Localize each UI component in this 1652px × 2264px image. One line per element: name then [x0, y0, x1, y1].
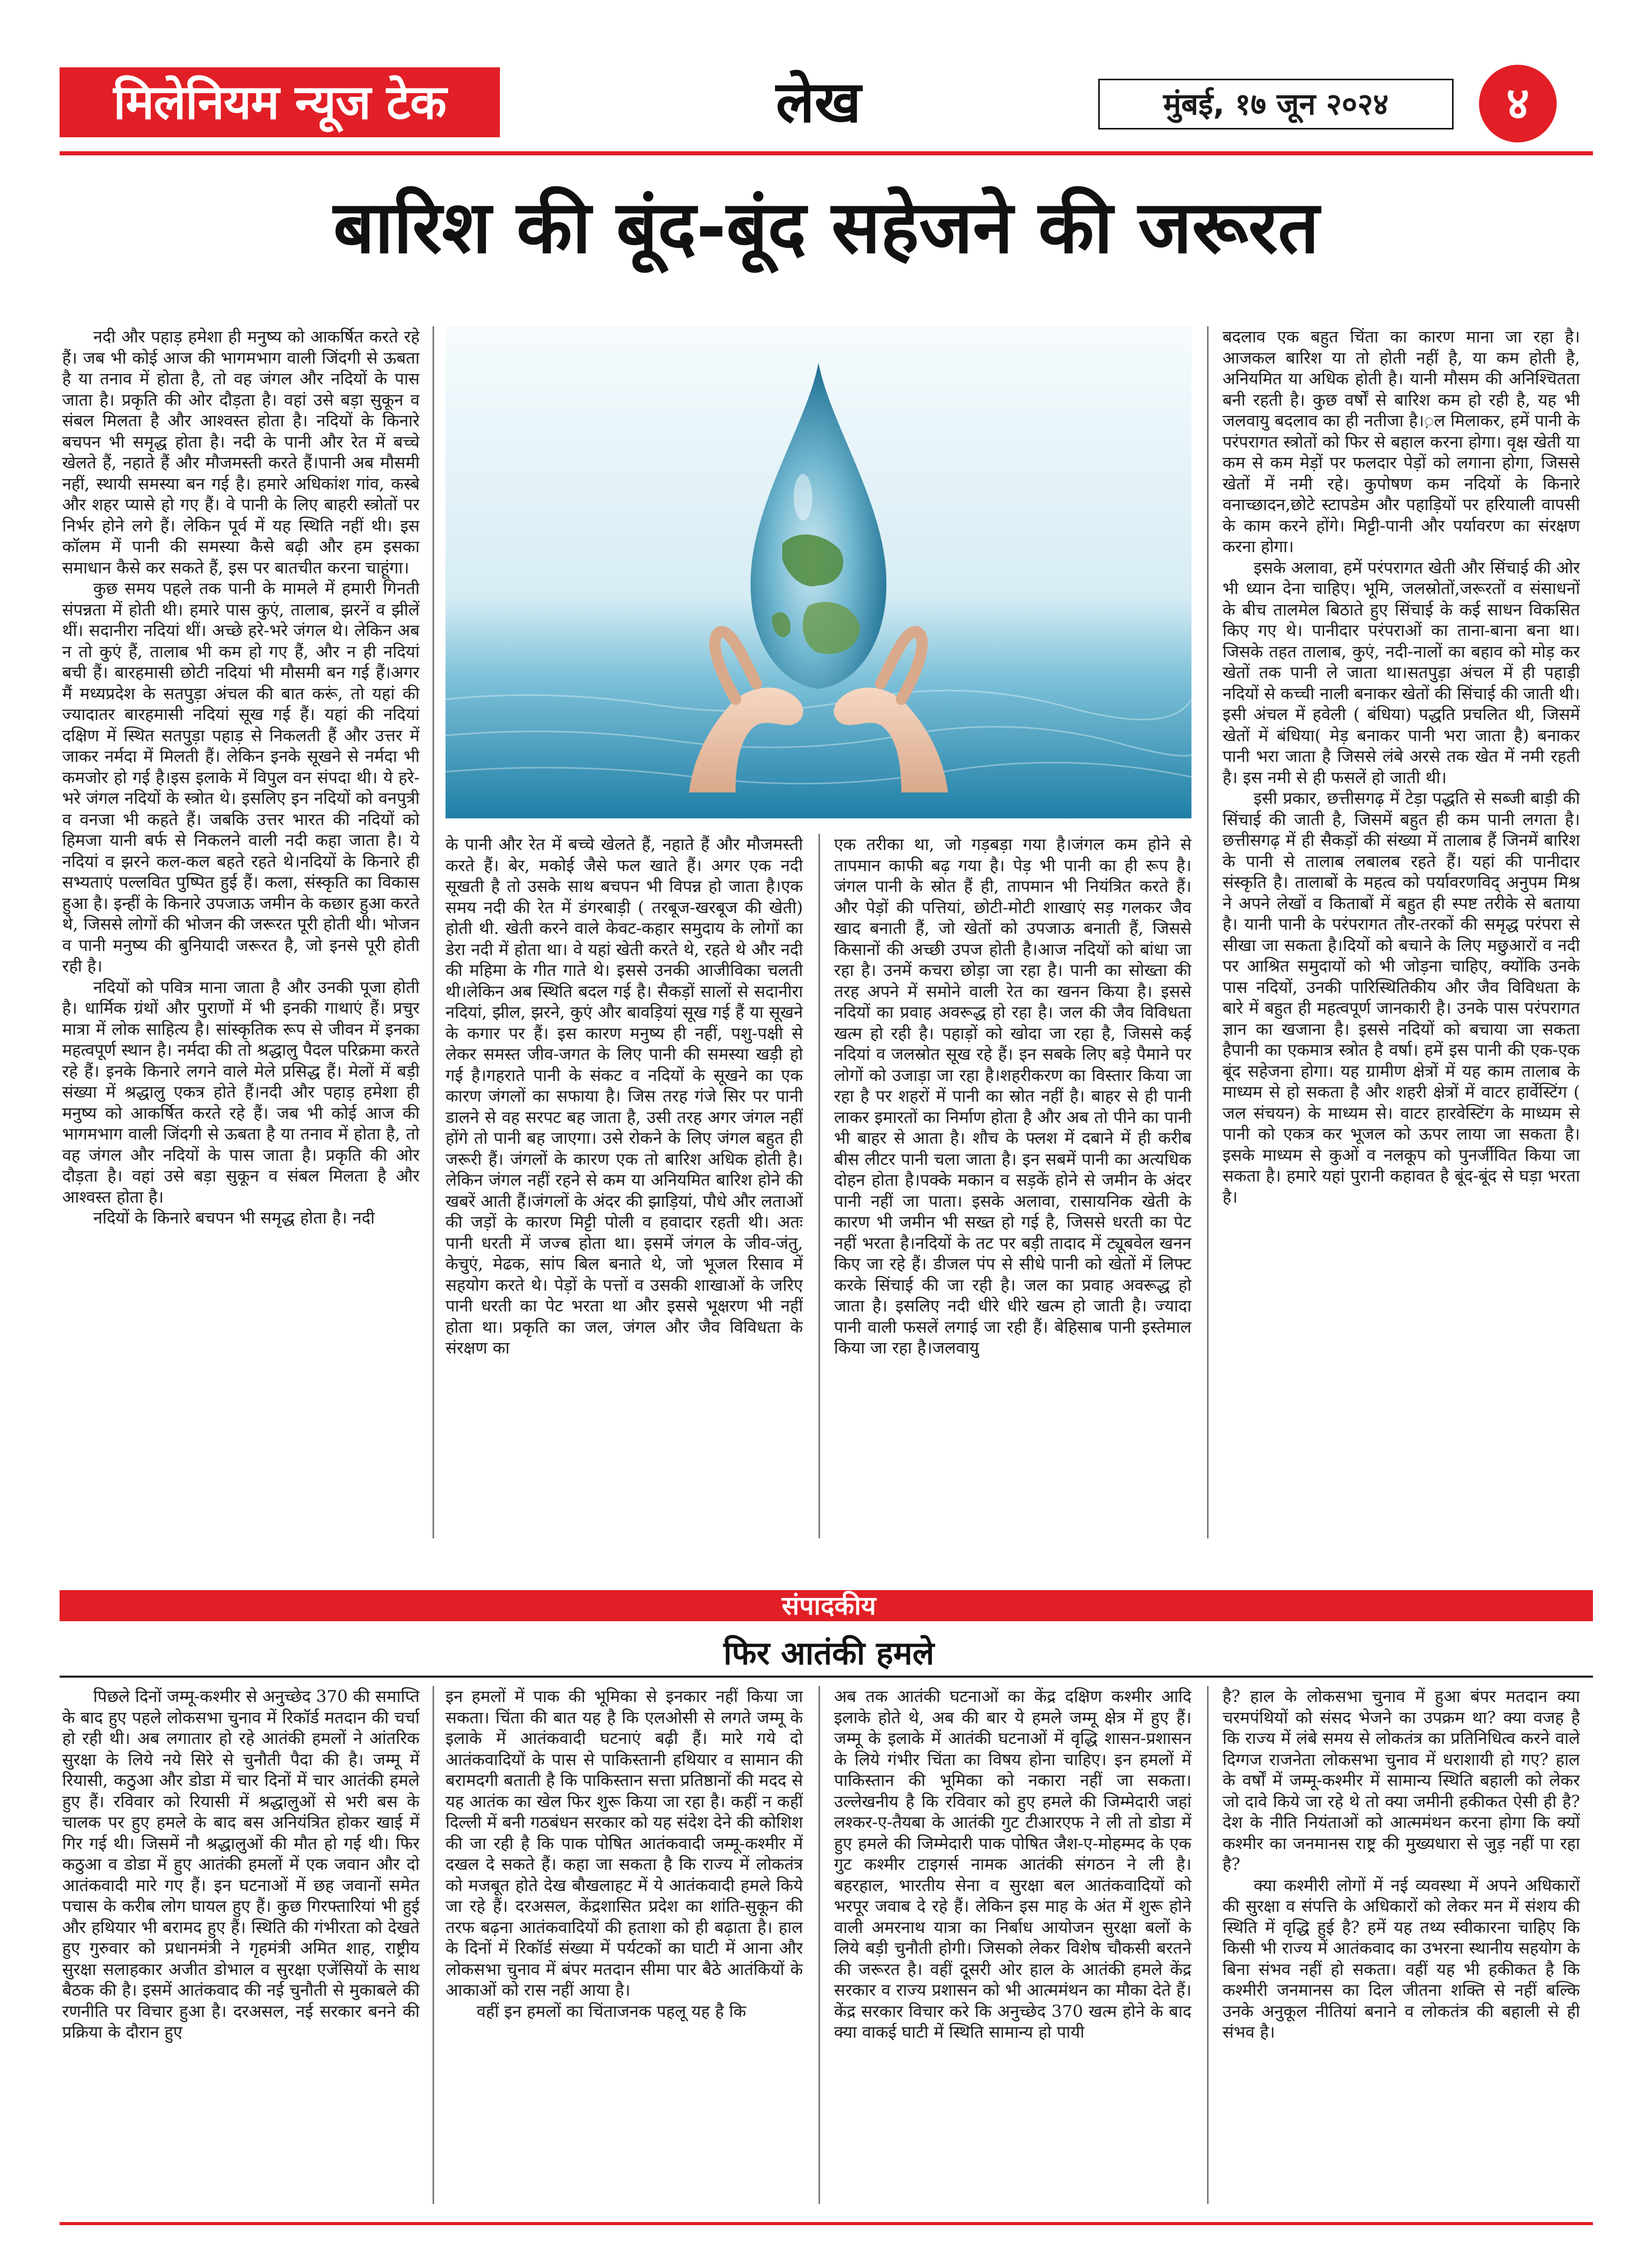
masthead-rule [60, 151, 1593, 155]
editorial-column-2 [446, 1686, 803, 2204]
column-divider [1207, 1686, 1209, 2204]
article-column-4 [1223, 326, 1580, 1538]
article-column-2 [446, 834, 803, 1538]
column-divider [433, 1686, 434, 2204]
column-divider [433, 326, 434, 1538]
article-paragraph: नदियों को पवित्र माना जाता है और उनकी पूजा होती है। धार्मिक ग्रंथों और पुराणों में भी इनकी गाथाएं हैं। प्रचुर मात्रा में लोक साहित्य है। सांस्कृतिक रूप से जीवन में इनका महत्वपूर्ण स्थान है। नर्मदा की तो श्रद्धालु पैदल परिक्रमा करते रहे हैं। इनके किनारे लगने वाले मेले प्रसिद्ध हैं। मेलों में बड़ी संख्या में श्रद्धालु एकत्र होते हैं।नदी और पहाड़ हमेशा ही मनुष्य को आकर्षित करते रहे हैं। जब भी कोई आज की भागमभाग वाली जिंदगी से ऊबता है या तनाव में होता है, तो वह जंगल और नदियों के पास जाता है। प्रकृति की ओर दौड़ता है। वहां उसे बड़ा सुकून व संबल मिलता है और आश्वस्त होता है। [62, 977, 420, 1207]
article-paragraph: नदी और पहाड़ हमेशा ही मनुष्य को आकर्षित करते रहे हैं। जब भी कोई आज की भागमभाग वाली जिंदगी से ऊबता है या तनाव में होता है, तो वह जंगल और नदियों के पास जाता है। प्रकृति की ओर दौड़ता है। वहां उसे बड़ा सुकून व संबल मिलता है और आश्वस्त होता है। नदियों के किनारे बचपन भी समृद्ध होता है। नदी के पानी और रेत में बच्चे खेलते हैं, नहाते हैं और मौजमस्ती करते हैं।पानी अब मौसमी नहीं, स्थायी समस्या बन गई है। हमारे अधिकांश गांव, कस्बे और शहर प्यासे हो गए हैं। वे पानी के लिए बाहरी स्त्रोतों पर निर्भर होने लगे हैं। लेकिन पूर्व में यह स्थिति नहीं थी। इस कॉलम में पानी की समस्या कैसे बढ़ी और हम इसका समाधान कैसे कर सकते हैं, इस पर बातचीत करना चाहूंगा। [62, 327, 420, 578]
editorial-paragraph: क्या कश्मीरी लोगों में नई व्यवस्था में अपने अधिकारों की सुरक्षा व संपत्ति के अधिकारों को लेकर मन में संशय की स्थिति में वृद्धि हुई है? हमें यह तथ्य स्वीकारना चाहिए कि किसी भी राज्य में आतंकवाद का उभरना स्थानीय सहयोग के बिना संभव नहीं हो सकता। वहीं यह भी हकीकत है कि कश्मीरी जनमानस का दिल जीतना शक्ति से नहीं बल्कि उनके अनुकूल नीतियां बनाने व लोकतंत्र की बहाली से ही संभव है। [1223, 1875, 1580, 2042]
article-hero-image [446, 326, 1191, 818]
footer-rule [60, 2222, 1593, 2225]
article-paragraph: कुछ समय पहले तक पानी के मामले में हमारी गिनती संपन्नता में होती थी। हमारे पास कुएं, तालाब, झरनें व झीलें थीं। सदानीरा नदियां थीं। अच्छे हरे-भरे जंगल थे। लेकिन अब न तो कुएं हैं, तालाब भी कम हो गए हैं, और न ही नदियां बची हैं। बारहमासी छोटी नदियां भी मौसमी बन गई हैं।अगर मैं मध्यप्रदेश के सतपुड़ा अंचल की बात करूं, तो यहां की ज्यादातर बारहमासी नदियां सूख गई हैं। यहां की नदियां दक्षिण में स्थित सतपुड़ा पहाड़ से निकलती हैं और उत्तर में जाकर नर्मदा में मिलती हैं। लेकिन इनके सूखने से नर्मदा भी कमजोर हो गई है।इस इलाके में विपुल वन संपदा थी। ये हरे-भरे जंगल नदियों के स्त्रोत थे। इसलिए इन नदियों को वनपुत्री व वनजा भी कहते हैं। जबकि उत्तर भारत की नदियों को हिमजा यानी बर्फ से निकलने वाली नदी कहा जाता है। ये नदियां व झरने कल-कल बहते रहते थे।नदियों के किनारे ही सभ्यताएं पल्लवित पुष्पित हुई हैं। कला, संस्कृति का विकास हुआ है। इन्हीं के किनारे उपजाऊ जमीन के कछार हुआ करते थे, जिससे लोगों की भोजन की जरूरत पूरी होती थी। भोजन व पानी मनुष्य की बुनियादी जरूरत है, जो इनसे पूरी होती रही है। [62, 579, 420, 976]
editorial-column-1 [62, 1686, 420, 2204]
editorial-paragraph: अब तक आतंकी घटनाओं का केंद्र दक्षिण कश्मीर आदि इलाके होते थे, अब की बार ये हमले जम्मू क्षेत्र में हुए हैं। जम्मू के इलाके में आतंकी घटनाओं में वृद्धि शासन-प्रशासन के लिये गंभीर चिंता का विषय होना चाहिए। इन हमलों में पाकिस्तान की भूमिका को नकारा नहीं जा सकता। उल्लेखनीय है कि रविवार को हुए हमले की जिम्मेदारी जहां लश्कर-ए-तैयबा के आतंकी गुट टीआरएफ ने ली तो डोडा में हुए हमले की जिम्मेदारी पाक पोषित जैश-ए-मोहम्मद के एक गुट कश्मीर टाइगर्स नामक आतंकी संगठन ने ली है। बहरहाल, भारतीय सेना व सुरक्षा बल आतंकवादियों को भरपूर जवाब दे रहे हैं। लेकिन इस माह के अंत में शुरू होने वाली अमरनाथ यात्रा का निर्बाध आयोजन सुरक्षा बलों के लिये बड़ी चुनौती होगी। जिसको लेकर विशेष चौकसी बरतने की जरूरत है। वहीं दूसरी ओर हाल के आतंकी हमले केंद्र सरकार व राज्य प्रशासन को भी आत्ममंथन का मौका देते हैं। केंद्र सरकार विचार करे कि अनुच्छेद 370 खत्म होने के बाद क्या वाकई घाटी में स्थिति सामान्य हो पायी [834, 1686, 1191, 2042]
article-headline: बारिश की बूंद-बूंद सहेजने की जरूरत [333, 185, 1319, 270]
editorial-paragraph: पिछले दिनों जम्मू-कश्मीर से अनुच्छेद 370 की समाप्ति के बाद हुए पहले लोकसभा चुनाव में रिकॉर्ड मतदान की चर्चा हो रही थी। अब लगातार हो रहे आतंकी हमलों ने आंतरिक सुरक्षा के लिये नये सिरे से चुनौती पैदा की है। जम्मू में रियासी, कठुआ और डोडा में चार दिनों में चार आतंकी हमले हुए हैं। रविवार को रियासी में श्रद्धालुओं से भरी बस के चालक पर हुए हमले के बाद बस अनियंत्रित होकर खाई में गिर गई थी। जिसमें नौ श्रद्धालुओं की मौत हो गई थी। फिर कठुआ व डोडा में हुए आतंकी हमलों में एक जवान और दो आतंकवादी मारे गए हैं। इन घटनाओं में छह जवानों समेत पचास के करीब लोग घायल हुए हैं। कुछ गिरफ्तारियां भी हुई और हथियार भी बरामद हुए हैं। स्थिति की गंभीरता को देखते हुए गुरुवार को प्रधानमंत्री ने गृहमंत्री अमित शाह, राष्ट्रीय सुरक्षा सलाहकार अजीत डोभाल व सुरक्षा एजेंसियों के साथ बैठक की है। इसमें आतंकवाद की नई चुनौती से मुकाबले की रणनीति पर विचार हुआ है। दरअसल, नई सरकार बनने की प्रक्रिया के दौरान हुए [62, 1686, 420, 2042]
editorial-paragraph: है? हाल के लोकसभा चुनाव में हुआ बंपर मतदान क्या चरमपंथियों को संसद भेजने का उपक्रम था? क्या वजह है कि राज्य में लंबे समय से लोकतंत्र का प्रतिनिधित्व करने वाले दिग्गज राजनेता लोकसभा चुनाव में धराशायी हो गए? हाल के वर्षों में जम्मू-कश्मीर में सामान्य स्थिति बहाली को लेकर जो दावे किये जा रहे थे तो क्या जमीनी हकीकत ऐसी ही है? देश के नीति नियंताओं को आत्ममंथन करना होगा कि क्यों कश्मीर का जनमानस राष्ट्र की मुख्यधारा से जुड़ नहीं पा रहा है? [1223, 1686, 1580, 1874]
editorial-column-4 [1223, 1686, 1580, 2204]
article-paragraph: नदियों के किनारे बचपन भी समृद्ध होता है। नदी [93, 1208, 375, 1228]
editorial-paragraph: इन हमलों में पाक की भूमिका से इनकार नहीं किया जा सकता। चिंता की बात यह है कि एलओसी से लगते जम्मू के इलाके में आतंकवादी घटनाएं बढ़ी हैं। मारे गये दो आतंकवादियों के पास से पाकिस्तानी हथियार व सामान की बरामदगी बताती है कि पाकिस्तान सत्ता प्रतिष्ठानों की मदद से यह आतंक का खेल फिर शुरू किया जा रहा है। कहीं न कहीं दिल्ली में बनी गठबंधन सरकार को यह संदेश देने की कोशिश की जा रही है कि पाक पोषित आतंकवादी जम्मू-कश्मीर में दखल दे सकते हैं। कहा जा सकता है कि राज्य में लोकतंत्र को मजबूत होते देख बौखलाहट में ये आतंकवादी हमले किये जा रहे हैं। दरअसल, केंद्रशासित प्रदेश का शांति-सुकून की तरफ बढ़ना आतंकवादियों की हताशा को ही बढ़ाता है। हाल के दिनों में रिकॉर्ड संख्या में पर्यटकों का घाटी में आना और लोकसभा चुनाव में बंपर मतदान सीमा पार बैठे आतंकियों के आकाओं को रास नहीं आया है। [446, 1686, 803, 2000]
column-divider [1207, 326, 1209, 1538]
page-number-badge: ४ [1479, 65, 1557, 142]
article-paragraph: इसी प्रकार, छत्तीसगढ़ में टेड़ा पद्धति से सब्जी बाड़ी की सिंचाई की जाती है, जिसमें बहुत ही कम पानी लगता है। छत्तीसगढ़ में ही सैकड़ों की संख्या में तालाब हैं जिनमें बारिश के पानी से तालाब लबालब रहते हैं। यहां की पानीदार संस्कृति है। तालाबों के महत्व को पर्यावरणविद् अनुपम मिश्र ने अपने लेखों व किताबों में बहुत ही स्पष्ट तरीके से बताया है। यानी पानी के परंपरागत तौर-तरकों की समृद्ध परंपरा से सीखा जा सकता है।दियों को बचाने के लिए मछुआरों व नदी पर आश्रित समुदायों को भी जोड़ना चाहिए, क्योंकि उनके पास नदियों, उनकी पारिस्थितिकीय और जैव विविधता के बारे में बहुत ही महत्वपूर्ण जानकारी है। उनके पास परंपरागत ज्ञान का खजाना है। इससे नदियों को बचाया जा सकता हैपानी का एकमात्र स्त्रोत है वर्षा। हमें इस पानी की एक-एक बूंद सहेजना होगा। यह ग्रामीण क्षेत्रों में यह काम तालाब के माध्यम से हो सकता है और शहरी क्षेत्रों में वाटर हार्वेस्टिंग ( जल संचयन) के माध्यम से। वाटर हारवेस्टिंग के माध्यम से पानी को एकत्र कर भूजल को ऊपर लाया जा सकता है। इसके माध्यम से कुओं व नलकूप को पुनर्जीवित किया जा सकता है। हमारे यहां पुरानी कहावत है बूंद-बूंद से घड़ा भरता है। [1223, 788, 1580, 1207]
article-column-3 [834, 834, 1191, 1538]
article-column-1 [62, 326, 420, 1538]
article-paragraph: इसके अलावा, हमें परंपरागत खेती और सिंचाई की ओर भी ध्यान देना चाहिए। भूमि, जलस्रोतों,जरूरतों व संसाधनों के बीच तालमेल बिठाते हुए सिंचाई के कई साधन विकसित किए गए थे। पानीदार परंपराओं का ताना-बाना बना था। जिसके तहत तालाब, कुएं, नदी-नालों का बहाव को मोड़ कर खेतों तक पानी ले जाता था।सतपुड़ा अंचल में ही पहाड़ी नदियों से कच्ची नाली बनाकर खेतों की सिंचाई की जाती थी। इसी अंचल में हवेली ( बंधिया) पद्धति प्रचलित थी, जिसमें खेतों में बंधिया( मेड़ बनाकर पानी भरा जाता है) बनाकर पानी भरा जाता है जिससे लंबे अरसे तक खेत में नमी रहती है। इस नमी से ही फसलें हो जाती थी। [1223, 557, 1580, 787]
editorial-title: फिर आतंकी हमले [723, 1634, 935, 1672]
article-paragraph: के पानी और रेत में बच्चे खेलते हैं, नहाते हैं और मौजमस्ती करते हैं। बेर, मकोई जैसे फल खाते हैं। अगर एक नदी सूखती है तो उसके साथ बचपन भी विपन्न हो जाता है।एक समय नदी की रेत में डंगरबाड़ी ( तरबूज-खरबूज की खेती) होती थी. खेती करने वाले केवट-कहार समुदाय के लोगों का डेरा नदी में होता था। वे यहां खेती करते थे, रहते थे और नदी की महिमा के गीत गाते थे। इससे उनकी आजीविका चलती थी।लेकिन अब स्थिति बदल गई है। सैकड़ों सालों से सदानीरा नदियां, झील, झरने, कुएं और बावड़ियां सूख गई हैं या सूखने के कगार पर हैं। इस कारण मनुष्य ही नहीं, पशु-पक्षी से लेकर समस्त जीव-जगत के लिए पानी की समस्या खड़ी हो गई है।गहराते पानी के संकट व नदियों के सूखने का एक कारण जंगलों का सफाया है। जिस तरह गंजे सिर पर पानी डालने से वह सरपट बह जाता है, उसी तरह अगर जंगल नहीं होंगे तो पानी बह जाएगा। उसे रोकने के लिए जंगल बहुत ही जरूरी हैं। जंगलों के कारण एक तो बारिश अधिक होती है। लेकिन जंगल नहीं रहने से कम या अनियमित बारिश होने की खबरें आती हैं।जंगलों के अंदर की झाड़ियां, पौधे और लताओं की जड़ों के कारण मिट्टी पोली व हवादार रहती थी। अतः पानी धरती में जज्ब होता था। इसमें जंगल के जीव-जंतु, केचुएं, मेढक, सांप बिल बनाते थे, जो भूजल रिसाव में सहयोग करते थे। पेड़ों के पत्तों व उसकी शाखाओं के जरिए पानी धरती का पेट भरता था और इससे भूक्षरण भी नहीं होता था। प्रकृति का जल, जंगल और जैव विविधता के संरक्षण का [446, 834, 803, 1358]
editorial-column-3 [834, 1686, 1191, 2204]
editorial-paragraph: वहीं इन हमलों का चिंताजनक पहलू यह है कि [477, 2001, 746, 2021]
article-paragraph: एक तरीका था, जो गड़बड़ा गया है।जंगल कम होने से तापमान काफी बढ़ गया है। पेड़ भी पानी का ही रूप है। जंगल पानी के स्रोत हैं ही, तापमान भी नियंत्रित करते हैं। और पेड़ों की पत्तियां, छोटी-मोटी शाखाएं सड़ गलकर जैव खाद बनाती हैं, जो खेतों को उपजाऊ बनाती हैं, जिससे किसानों की अच्छी उपज होती है।आज नदियों को बांधा जा रहा है। उनमें कचरा छोड़ा जा रहा है। पानी का सोख्ता की तरह अपने में समोने वाली रेत का खनन किया है। इससे नदियों का प्रवाह अवरूद्ध हो रहा है। जल की जैव विविधता खत्म हो रही है। पहाड़ों को खोदा जा रहा है, जिससे कई नदियां व जलस्रोत सूख रहे हैं। इन सबके लिए बड़े पैमाने पर लोगों को उजाड़ा जा रहा है।शहरीकरण का विस्तार किया जा रहा है पर शहरों में पानी का स्रोत नहीं है। बाहर से ही पानी लाकर इमारतों का निर्माण होता है और अब तो पीने का पानी भी बाहर से आता है। शौच के फ्लश में दबाने में ही करीब बीस लीटर पानी चला जाता है। इन सबमें पानी का अत्यधिक दोहन होता है।पक्के मकान व सड़कें होने से जमीन के अंदर पानी नहीं जा पाता। इसके अलावा, रासायनिक खेती के कारण भी जमीन भी सख्त हो गई है, जिससे धरती का पेट नहीं भरता है।नदियों के तट पर बड़ी तादाद में ट्यूबवेल खनन किए जा रहे हैं। डीजल पंप से सीधे पानी को खेतों में लिफ्ट करके सिंचाई की जा रही है। जल का प्रवाह अवरूद्ध हो जाता है। इसलिए नदी धीरे धीरे खत्म हो जाती है। ज्यादा पानी वाली फसलें लगाई जा रही हैं। बेहिसाब पानी इस्तेमाल किया जा रहा है।जलवायु [834, 834, 1191, 1358]
dateline: मुंबई, १७ जून २०२४ [1098, 79, 1454, 129]
masthead-brand: मिलेनियम न्यूज टेक [60, 67, 500, 137]
editorial-section-label: संपादकीय [781, 1591, 877, 1621]
section-label: लेख [775, 69, 861, 135]
water-drop-earth-hands-image [446, 326, 1191, 818]
column-divider [818, 1686, 820, 2204]
column-divider [818, 834, 820, 1538]
article-paragraph: बदलाव एक बहुत चिंता का कारण माना जा रहा है। आजकल बारिश या तो होती नहीं है, या कम होती है, अनियमित या अधिक होती है। यानी मौसम की अनिश्चितता बनी रहती है। कुछ वर्षों से बारिश कम हो रही है, यह भी जलवायु बदलाव का ही नतीजा है।़ल मिलाकर, हमें पानी के परंपरागत स्त्रोतों को फिर से बहाल करना होगा। वृक्ष खेती या कम से कम मेड़ों पर फलदार पेड़ों को लगाना होगा, जिससे खेतों में नमी रहे। कुपोषण कम नदियों के किनारे वनाच्छादन,छोटे स्टापडेम और पहाड़ियों पर हरियाली वापसी के काम करने होंगे। मिट्टी-पानी और पर्यावरण का संरक्षण करना होगा। [1223, 327, 1580, 556]
